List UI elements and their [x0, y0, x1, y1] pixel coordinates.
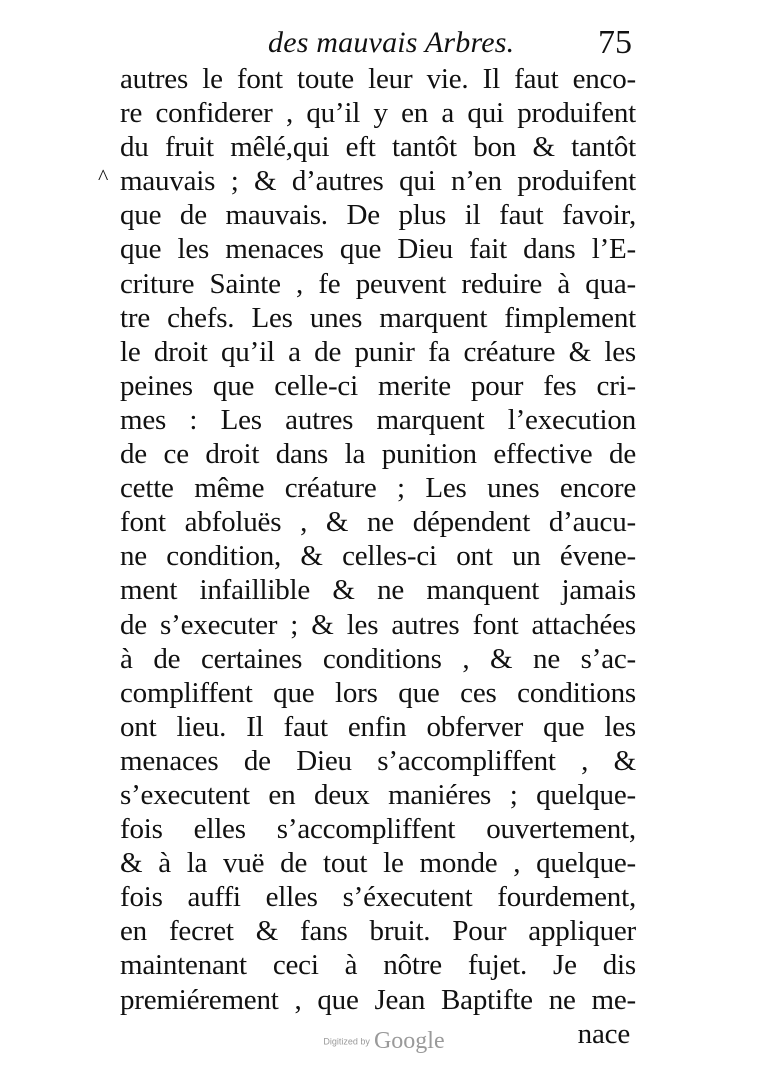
text-line: ment infaillible & ne manquent jamais	[120, 574, 636, 607]
text-line: maintenant ceci à nôtre fujet. Je dis	[120, 949, 636, 982]
digitization-watermark	[0, 1028, 768, 1055]
text-line: premiérement , que Jean Baptifte ne me-	[120, 983, 636, 1016]
running-title: des mauvais Arbres.	[268, 26, 515, 59]
google-logo: Google	[373, 1028, 445, 1054]
text-line: autres le font toute leur vie. Il faut enco-	[120, 63, 636, 95]
body-text	[120, 62, 636, 1051]
text-line: re confiderer , qu’il y en a qui produifent	[120, 97, 636, 130]
text-line: peines que celle-ci merite pour fes cri-	[120, 369, 636, 402]
catchword: nace	[577, 1017, 630, 1050]
text-line: du fruit mêlé,qui eft tantôt bon & tantôt	[120, 131, 636, 164]
text-line: le droit qu’il a de punir fa créature & les	[120, 335, 636, 368]
text-line: de ce droit dans la punition effective de	[120, 438, 636, 471]
text-line: & à la vuë de tout le monde , quelque-	[120, 847, 636, 880]
text-line: mauvais ; & d’autres qui n’en produifent	[120, 165, 636, 198]
text-line: tre chefs. Les unes marquent fimplement	[120, 301, 636, 334]
text-line: mes : Les autres marquent l’execution	[120, 403, 636, 436]
text-line: font abfoluës , & ne dépendent d’aucu-	[120, 506, 636, 539]
text-line: cette même créature ; Les unes encore	[120, 472, 636, 505]
text-line: à de certaines conditions , & ne s’ac-	[120, 642, 636, 675]
watermark-prefix: Digitized by	[323, 1036, 370, 1047]
text-line: ont lieu. Il faut enfin obferver que les	[120, 710, 636, 743]
margin-mark: ^	[98, 164, 109, 189]
text-line: menaces de Dieu s’accompliffent , &	[120, 744, 636, 777]
text-line: s’executent en deux maniéres ; quelque-	[120, 778, 636, 811]
text-line: fois elles s’accompliffent ouvertement,	[120, 813, 636, 846]
text-line: fois auffi elles s’éxecutent fourdement,	[120, 881, 636, 914]
text-line: en fecret & fans bruit. Pour appliquer	[120, 915, 636, 948]
text-line: de s’executer ; & les autres font attachées	[120, 608, 636, 641]
text-line: criture Sainte , fe peuvent reduire à qua-	[120, 267, 636, 300]
page-number: 75	[598, 24, 632, 61]
text-line: ne condition, & celles-ci ont un évene-	[120, 540, 636, 573]
text-line: que les menaces que Dieu fait dans l’E-	[120, 233, 636, 266]
text-line: compliffent que lors que ces conditions	[120, 676, 636, 709]
text-line: que de mauvais. De plus il faut favoir,	[120, 199, 636, 232]
